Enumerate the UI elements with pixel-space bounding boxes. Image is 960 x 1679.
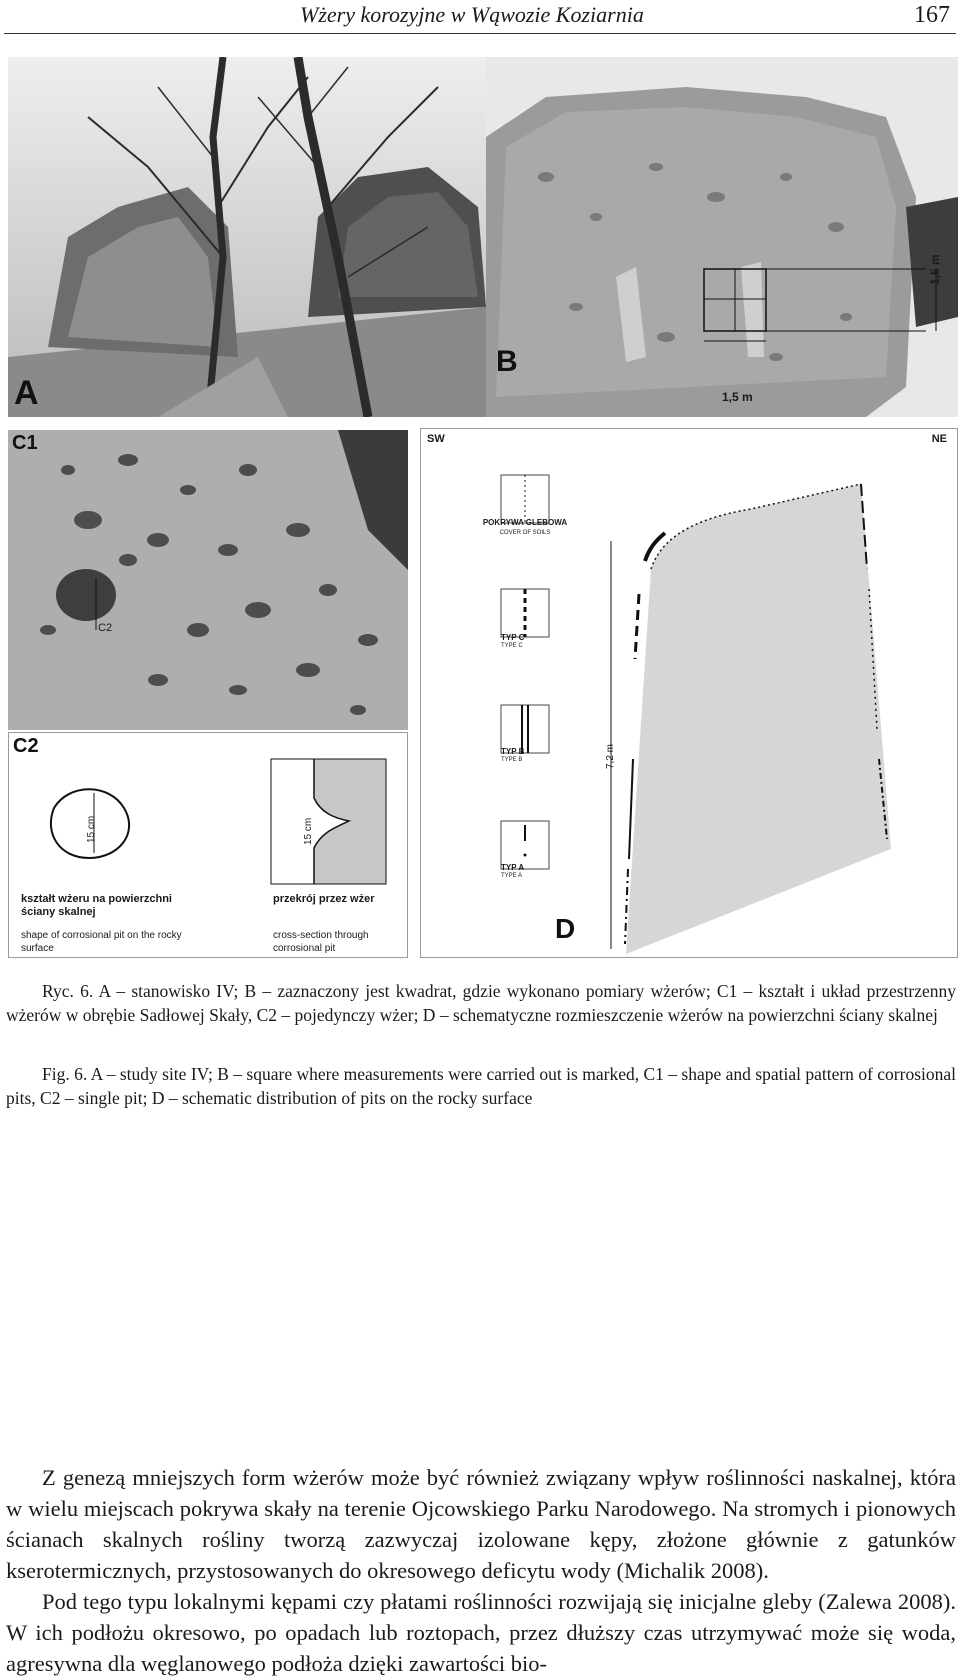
legend-soil-en: COVER OF SOILS bbox=[499, 530, 551, 536]
panel-c1-illustration bbox=[8, 430, 408, 730]
panel-d-diagram bbox=[420, 428, 958, 958]
caption-pl: Ryc. 6. A – stanowisko IV; B – zaznaczony jest kwadrat, gdzie wykonano pomiary wżerów; C1 – kształt i układ przestrzenny wżerów w obrębie Sadłowej Skały, C2 – pojedynczy wżer; D – schematyczne rozmieszczenie wżerów na powierzchni ściany skalnej bbox=[6, 981, 956, 1025]
legend-type-c bbox=[501, 633, 524, 651]
header-rule bbox=[4, 33, 956, 34]
panel-c2-letter: C2 bbox=[13, 735, 39, 757]
panel-c1-photo bbox=[8, 430, 408, 730]
legend-type-a-en: TYPE A bbox=[501, 873, 523, 879]
panel-d-letter: D bbox=[555, 913, 576, 944]
legend-type-b bbox=[501, 747, 524, 765]
c2-shape-en-1: shape of corrosional pit on the rocky bbox=[21, 930, 182, 941]
c2-shape-pl-1: kształt wżeru na powierzchni bbox=[21, 893, 172, 905]
figure-caption-en bbox=[6, 1063, 956, 1110]
panel-b-photo bbox=[486, 57, 958, 417]
figure-caption bbox=[6, 980, 956, 1027]
body-paragraph-2: Pod tego typu lokalnymi kępami czy płatami roślinności rozwijają się inicjalne gleby (Zalewa 2008). W ich podłożu okresowo, po opadach lub roztopach, przez dłuższy czas utrzymywać może się woda, agresywna dla węglanowego podłoża dzięki zawartości bio- bbox=[6, 1589, 956, 1676]
panel-c2-drawing bbox=[8, 732, 408, 958]
panel-a-photo bbox=[8, 57, 486, 417]
page-number: 167 bbox=[914, 2, 950, 28]
panel-c1-pit-label: C2 bbox=[98, 622, 113, 634]
legend-type-c-en: TYPE C bbox=[501, 643, 523, 649]
legend-type-b-pl: TYP B bbox=[501, 747, 525, 756]
caption-en: Fig. 6. A – study site IV; B – square where measurements were carried out is marked, C1 – shape and spatial pattern of corrosional pits, C2 – single pit; D – schematic distribution of pits on the rocky surface bbox=[6, 1064, 956, 1108]
panel-a-illustration bbox=[8, 57, 486, 417]
panel-b-height-label: 1,5 m bbox=[928, 254, 942, 285]
legend-type-a-pl: TYP A bbox=[501, 863, 525, 872]
c2-shape-pl-2: ściany skalnej bbox=[21, 906, 96, 918]
legend-type-b-en: TYPE B bbox=[501, 757, 523, 763]
panel-d-ne: NE bbox=[931, 433, 947, 445]
c2-shape-size: 15 cm bbox=[86, 815, 97, 843]
c2-shape-en-2: surface bbox=[21, 943, 54, 954]
c2-section-size: 15 cm bbox=[303, 817, 314, 845]
legend-type-c-pl: TYP C bbox=[501, 633, 525, 642]
c2-section-en-1: cross-section through bbox=[273, 930, 369, 941]
panel-d-sw: SW bbox=[427, 433, 445, 445]
legend-soil bbox=[479, 518, 571, 538]
body-text bbox=[6, 1462, 956, 1679]
panel-d-height: 7,2 m bbox=[605, 743, 616, 769]
c2-section-pl: przekrój przez wżer bbox=[273, 893, 375, 905]
panel-b-width-label: 1,5 m bbox=[722, 390, 753, 404]
panel-b-illustration bbox=[486, 57, 958, 417]
c2-section-en-2: corrosional pit bbox=[273, 943, 336, 954]
panel-a-letter: A bbox=[14, 374, 39, 412]
panel-b-letter: B bbox=[496, 345, 518, 378]
legend-soil-pl: POKRYWA GLEBOWA bbox=[482, 518, 568, 527]
running-head bbox=[0, 0, 960, 34]
running-title: Wżery korozyjne w Wąwozie Koziarnia bbox=[300, 2, 644, 27]
c2-section-caption bbox=[273, 893, 374, 955]
panel-c1-letter: C1 bbox=[12, 432, 38, 454]
legend-type-a bbox=[501, 863, 524, 881]
body-paragraph-1: Z genezą mniejszych form wżerów może być również związany wpływ roślinności naskalnej, która w wielu miejscach pokrywa skały na terenie Ojcowskiego Parku Narodowego. Na stromych i pionowych ścianach skalnych rośliny tworzą zazwyczaj izolowane kępy, złożone głównie z gatunków kserotermicznych, przystosowanych do okresowego deficytu wody (Michalik 2008). bbox=[6, 1465, 956, 1583]
c2-shape-caption bbox=[21, 893, 182, 955]
